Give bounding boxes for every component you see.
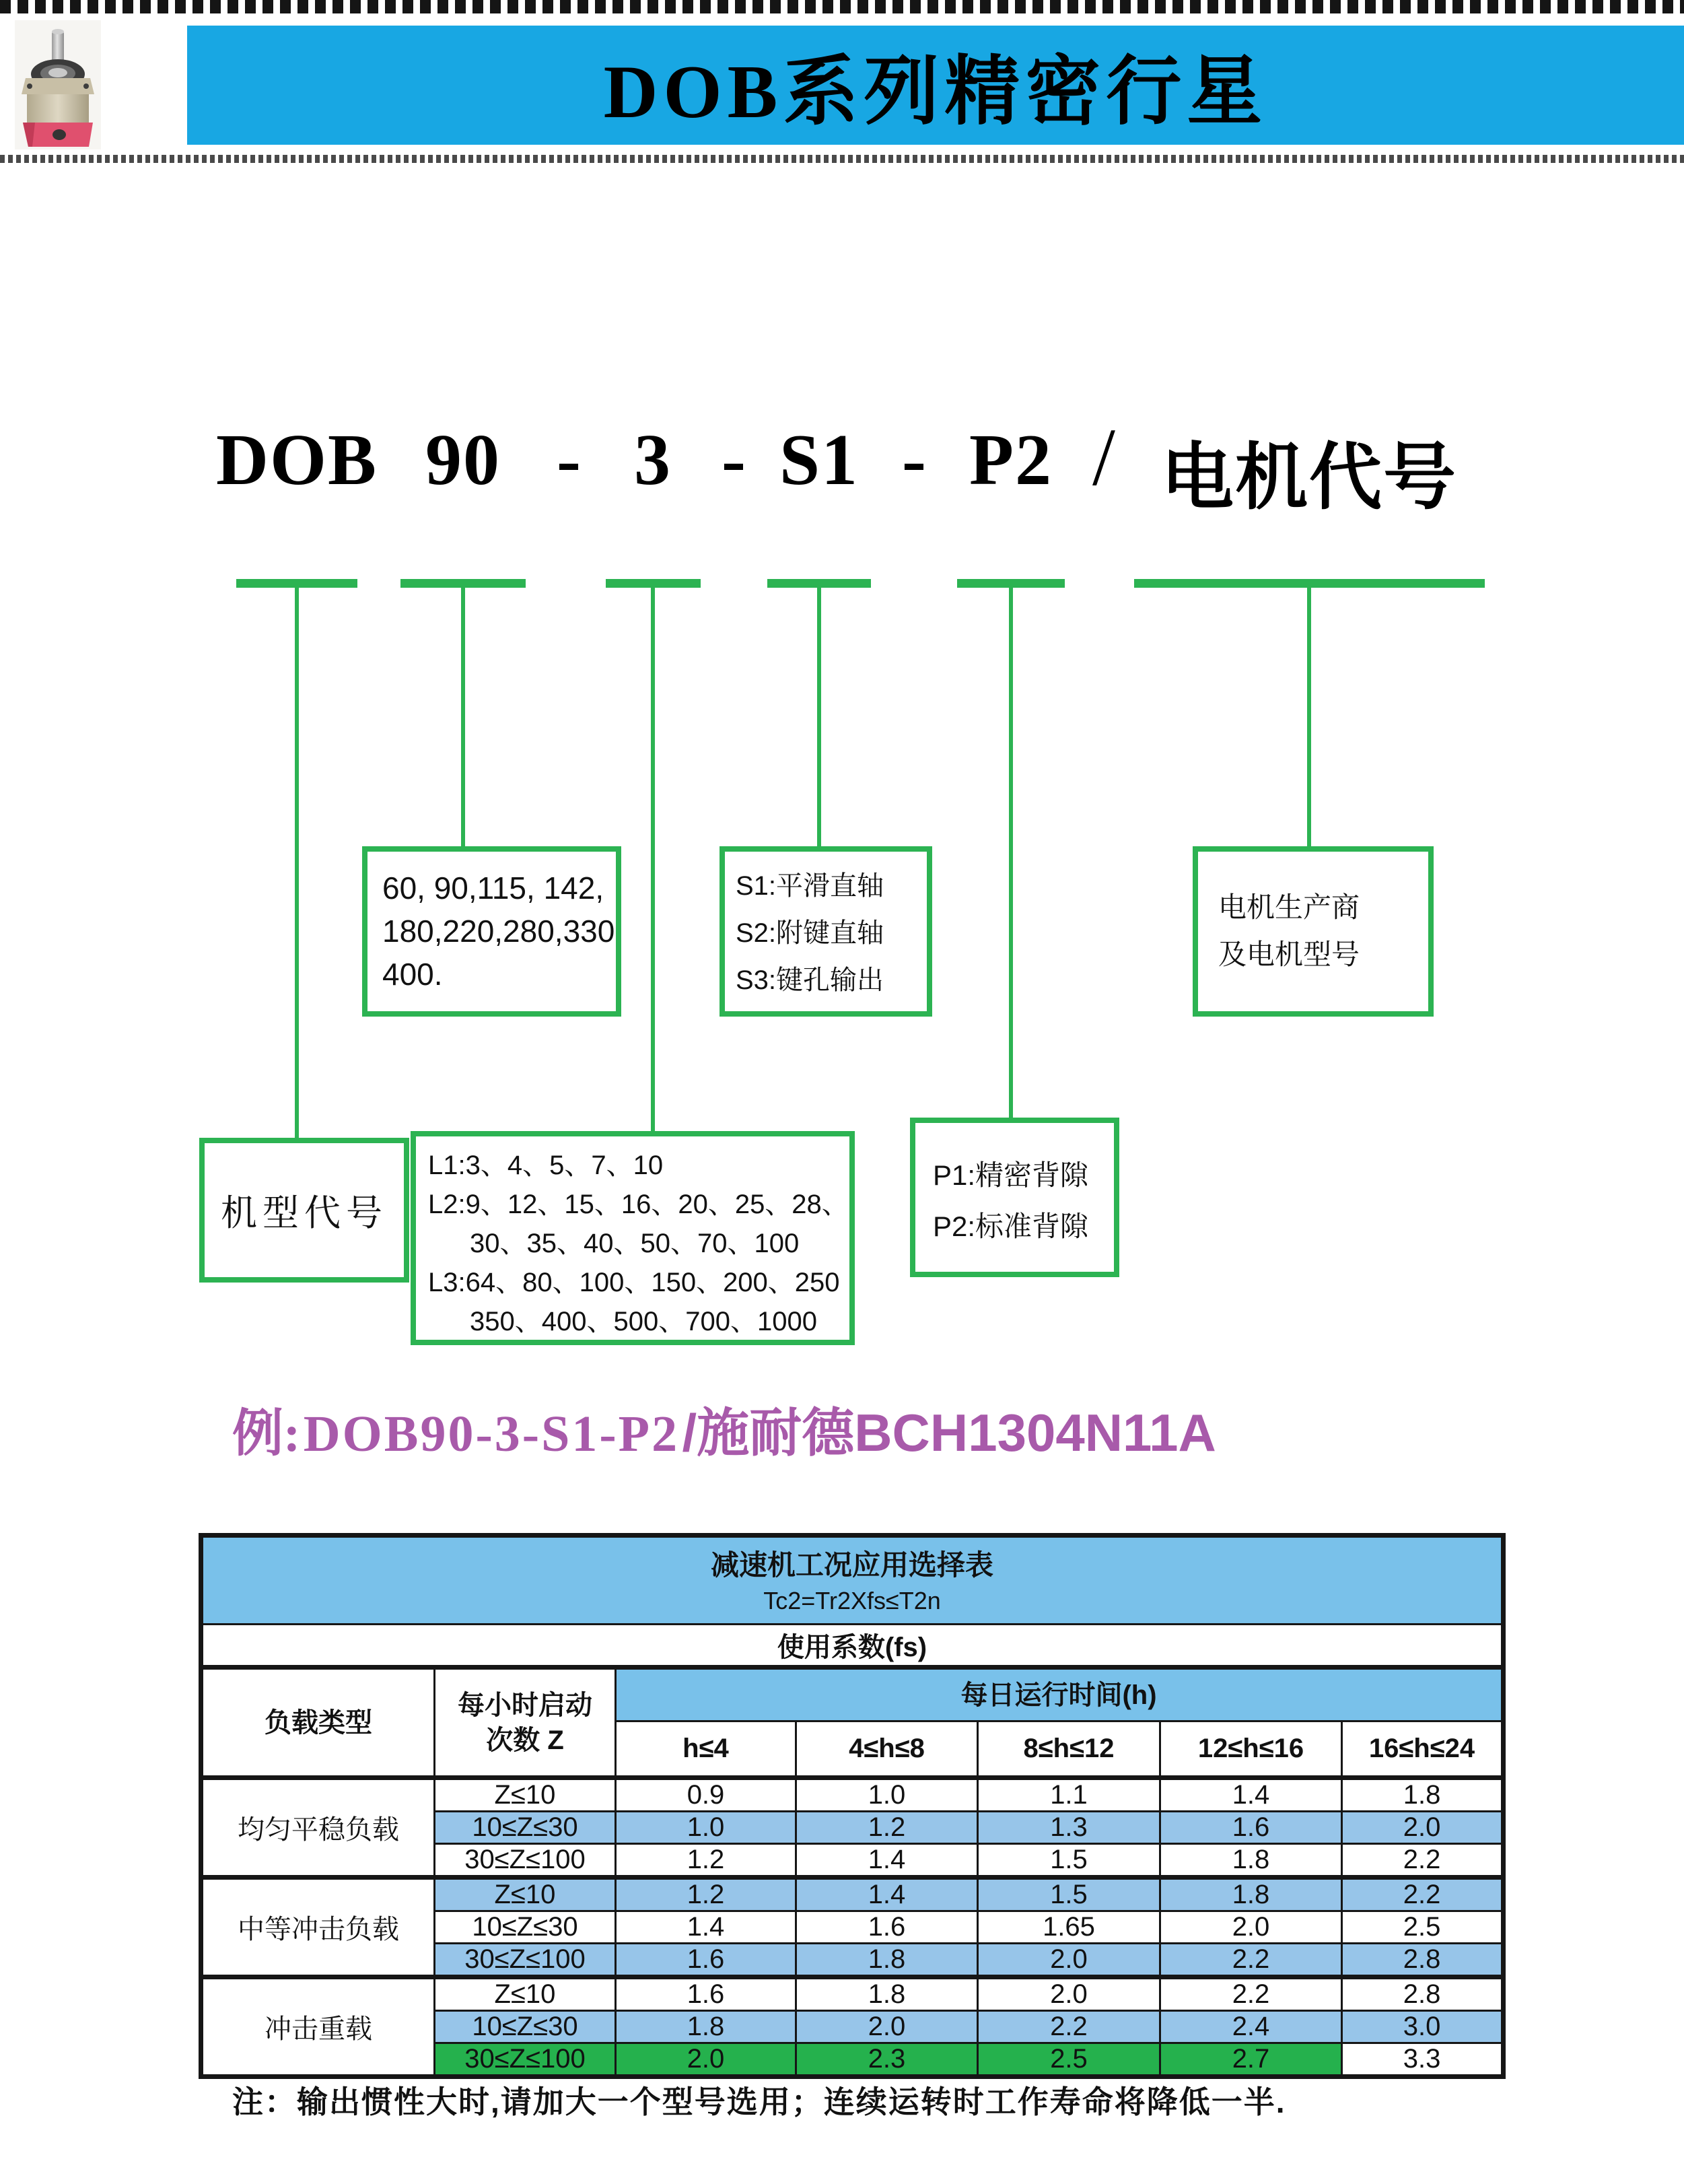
example-label: 例: — [232, 1406, 301, 1462]
model-separator: - — [722, 420, 746, 500]
shaft-option: S3:键孔输出 — [736, 965, 884, 995]
fs-value-cell: 2.0 — [978, 1944, 1160, 1977]
z-range-cell: Z≤10 — [435, 1778, 616, 1812]
fs-value-cell: 2.5 — [1342, 1911, 1504, 1944]
header-bar — [187, 26, 1684, 145]
sizes-line: 60, 90,115, 142, — [382, 871, 604, 906]
fs-value-cell: 2.2 — [978, 2011, 1160, 2043]
connector-size — [461, 588, 465, 852]
fs-value-cell: 1.0 — [616, 1812, 796, 1844]
fs-value-cell: 1.5 — [978, 1844, 1160, 1878]
model-segment-series: DOB — [215, 420, 378, 500]
page-title: DOB系列精密行星 — [603, 50, 1268, 134]
table-formula: Tc2=Tr2Xfs≤T2n — [763, 1586, 941, 1614]
model-separator: - — [902, 420, 926, 500]
z-range-cell: 10≤Z≤30 — [435, 2011, 616, 2043]
z-range-cell: Z≤10 — [435, 1878, 616, 1911]
service-factor-table — [199, 1533, 1506, 2079]
hours-header: 4≤h≤8 — [796, 1721, 978, 1778]
fs-value-cell: 2.8 — [1342, 1977, 1504, 2011]
fs-value-cell: 1.8 — [1160, 1878, 1342, 1911]
fs-value-cell: 1.1 — [978, 1778, 1160, 1812]
fs-value-cell: 1.2 — [796, 1812, 978, 1844]
fs-value-cell: 2.0 — [1342, 1812, 1504, 1844]
fs-value-cell: 1.8 — [616, 2011, 796, 2043]
ratio-line: 30、35、40、50、70、100 — [470, 1229, 800, 1258]
underline-series — [236, 579, 357, 588]
load-type-cell: 中等冲击负载 — [201, 1878, 435, 1977]
sizes-line: 180,220,280,330 — [382, 914, 615, 949]
callout-frame-sizes — [362, 846, 621, 1017]
fs-value-cell: 1.3 — [978, 1812, 1160, 1844]
example-model-code: DOB90-3-S1-P2 — [303, 1406, 680, 1462]
fs-value-cell: 1.65 — [978, 1911, 1160, 1944]
hours-header: h≤4 — [616, 1721, 796, 1778]
fs-value-cell: 2.2 — [1160, 1977, 1342, 2011]
shaft-option: S2:附键直轴 — [736, 918, 884, 948]
z-range-cell: 10≤Z≤30 — [435, 1812, 616, 1844]
callout-machine-code — [199, 1138, 409, 1283]
col-header-starts-line: 每小时启动 — [458, 1690, 592, 1720]
fs-value-cell: 1.2 — [616, 1844, 796, 1878]
footnote: 注：输出惯性大时,请加大一个型号选用；连续运转时工作寿命将降低一半. — [232, 2084, 1286, 2119]
model-segment-motor: 电机代号 — [1160, 438, 1458, 518]
table-row — [201, 1977, 1504, 2011]
fs-value-cell: 2.4 — [1160, 2011, 1342, 2043]
fs-value-cell: 3.0 — [1342, 2011, 1504, 2043]
underline-motor — [1134, 579, 1485, 588]
fs-value-cell: 1.8 — [1160, 1844, 1342, 1878]
fs-value-cell: 0.9 — [616, 1778, 796, 1812]
gearbox-illustration — [15, 20, 101, 149]
connector-shaft — [817, 588, 821, 852]
table-row — [201, 1878, 1504, 1911]
fs-value-cell: 2.2 — [1342, 1878, 1504, 1911]
load-type-cell: 均匀平稳负载 — [201, 1778, 435, 1878]
hours-header: 16≤h≤24 — [1342, 1721, 1504, 1778]
fs-value-cell: 2.0 — [978, 1977, 1160, 2011]
underline-shaft — [767, 579, 871, 588]
fs-value-cell: 2.0 — [1160, 1911, 1342, 1944]
table-row — [201, 1778, 1504, 1812]
model-separator-slash: / — [1092, 412, 1115, 503]
fs-value-cell: 2.3 — [796, 2043, 978, 2077]
model-segment-shaft: S1 — [779, 420, 859, 500]
z-range-cell: 10≤Z≤30 — [435, 1911, 616, 1944]
model-segment-backlash: P2 — [969, 420, 1053, 500]
z-range-cell: 30≤Z≤100 — [435, 1844, 616, 1878]
table-title-cell — [201, 1536, 1504, 1625]
header-dashed-rule — [0, 155, 1684, 163]
connector-ratio — [651, 588, 655, 1131]
fs-value-cell: 2.0 — [796, 2011, 978, 2043]
ratio-line: L2:9、12、15、16、20、25、28、 — [428, 1190, 849, 1219]
col-header-starts — [435, 1668, 616, 1778]
product-photo — [15, 20, 101, 149]
underline-size — [400, 579, 526, 588]
fs-value-cell: 1.4 — [1160, 1778, 1342, 1812]
underline-ratio — [606, 579, 701, 588]
motor-line: 及电机型号 — [1218, 939, 1360, 970]
fs-value-cell: 1.6 — [796, 1911, 978, 1944]
col-header-starts-line: 次数 Z — [486, 1725, 564, 1755]
hours-header: 12≤h≤16 — [1160, 1721, 1342, 1778]
fs-value-cell: 1.8 — [796, 1944, 978, 1977]
example-motor-code: /施耐德BCH1304N11A — [682, 1403, 1216, 1462]
top-dashed-rule — [0, 0, 1684, 13]
fs-value-cell: 1.6 — [1160, 1812, 1342, 1844]
hours-header: 8≤h≤12 — [978, 1721, 1160, 1778]
ratio-line: L3:64、80、100、150、200、250 — [428, 1268, 840, 1297]
model-segment-ratio: 3 — [634, 420, 672, 500]
callout-shaft-types — [720, 846, 932, 1017]
fs-value-cell: 2.8 — [1342, 1944, 1504, 1977]
model-segment-size: 90 — [425, 420, 501, 500]
shaft-option: S1:平滑直轴 — [736, 871, 884, 901]
fs-value-cell: 2.2 — [1160, 1944, 1342, 1977]
fs-value-cell: 1.4 — [796, 1878, 978, 1911]
connector-backlash — [1009, 588, 1013, 1118]
connector-motor — [1307, 588, 1311, 852]
fs-value-cell: 1.6 — [616, 1944, 796, 1977]
fs-value-cell: 1.8 — [796, 1977, 978, 2011]
fs-value-cell: 3.3 — [1342, 2043, 1504, 2077]
fs-value-cell: 1.4 — [796, 1844, 978, 1878]
sizes-line: 400. — [382, 957, 443, 992]
fs-value-cell: 2.2 — [1342, 1844, 1504, 1878]
backlash-option: P1:精密背隙 — [933, 1159, 1089, 1191]
fs-value-cell: 1.4 — [616, 1911, 796, 1944]
example-line — [232, 1391, 1216, 1466]
fs-value-cell: 1.0 — [796, 1778, 978, 1812]
underline-backlash — [957, 579, 1065, 588]
fs-value-cell: 1.2 — [616, 1878, 796, 1911]
z-range-cell: Z≤10 — [435, 1977, 616, 2011]
fs-value-cell: 2.7 — [1160, 2043, 1342, 2077]
col-header-daily-hours: 每日运行时间(h) — [616, 1668, 1504, 1721]
ratio-line: 350、400、500、700、1000 — [470, 1307, 817, 1336]
machine-code-label: 机型代号 — [221, 1193, 388, 1233]
col-header-load-type: 负载类型 — [201, 1668, 435, 1778]
load-type-cell: 冲击重载 — [201, 1977, 435, 2077]
callout-motor-code — [1193, 846, 1434, 1017]
motor-line: 电机生产商 — [1218, 891, 1360, 923]
fs-value-cell: 2.5 — [978, 2043, 1160, 2077]
fs-value-cell: 1.6 — [616, 1977, 796, 2011]
fs-value-cell: 2.0 — [616, 2043, 796, 2077]
fs-value-cell: 1.8 — [1342, 1778, 1504, 1812]
callout-ratio-list — [411, 1131, 855, 1345]
table-subtitle: 使用系数(fs) — [201, 1625, 1504, 1668]
callout-backlash-types — [910, 1118, 1119, 1277]
ratio-line: L1:3、4、5、7、10 — [428, 1151, 664, 1180]
z-range-cell: 30≤Z≤100 — [435, 2043, 616, 2077]
connector-series — [295, 588, 299, 1138]
z-range-cell: 30≤Z≤100 — [435, 1944, 616, 1977]
table-title: 减速机工况应用选择表 — [711, 1548, 994, 1581]
model-separator: - — [557, 420, 581, 500]
fs-value-cell: 1.5 — [978, 1878, 1160, 1911]
backlash-option: P2:标准背隙 — [933, 1210, 1089, 1242]
